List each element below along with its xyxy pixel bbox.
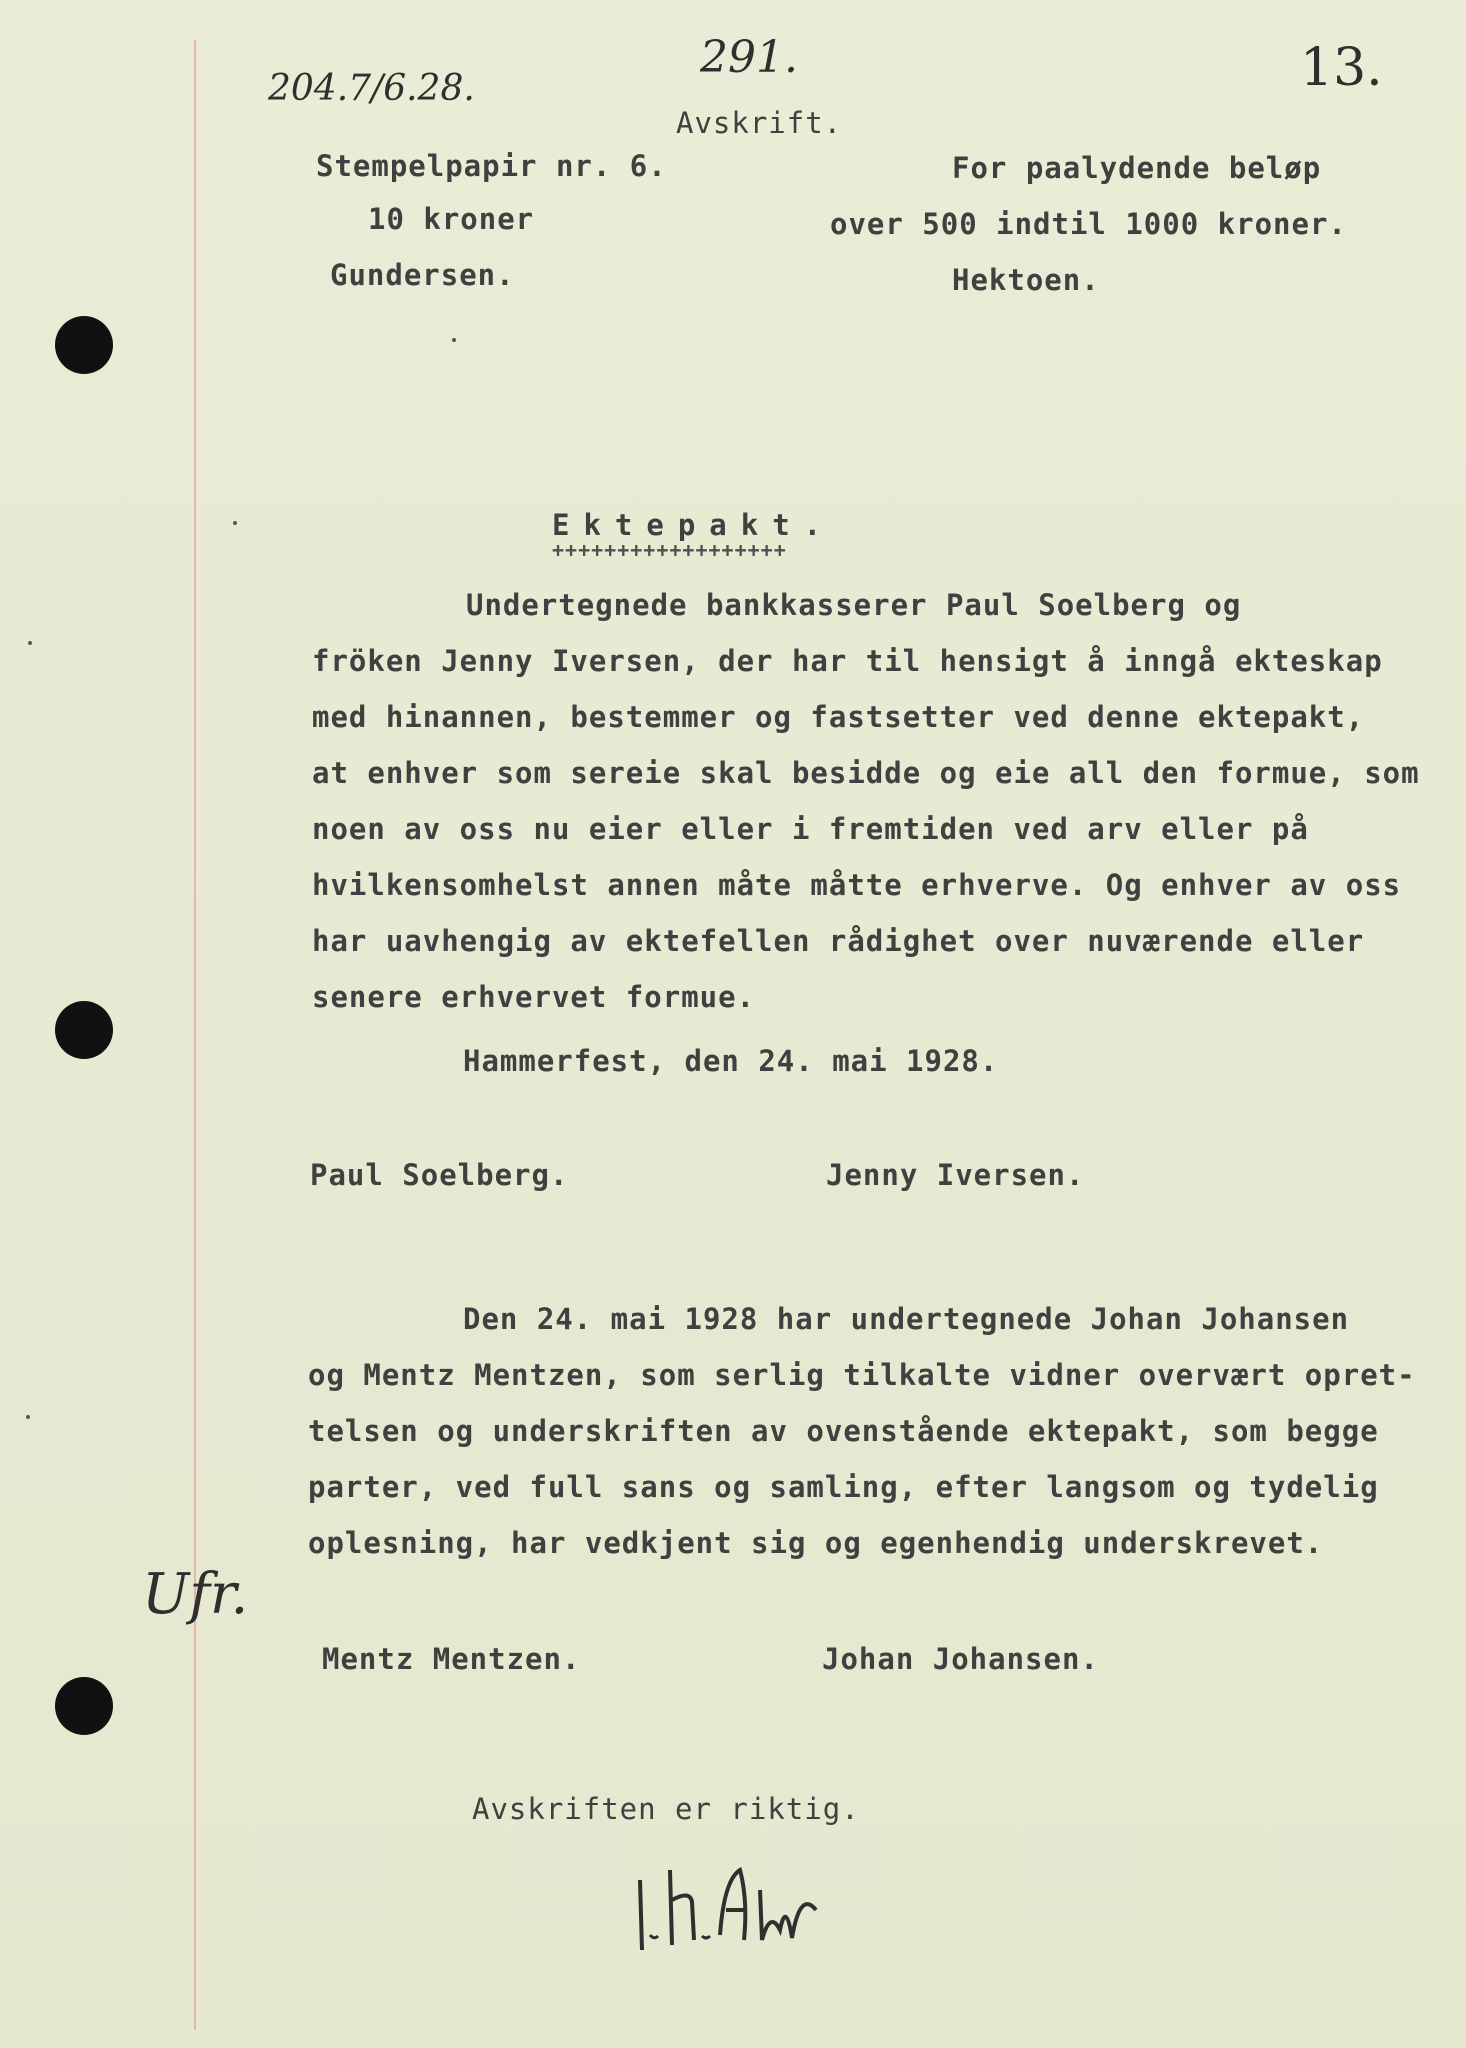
certification-line: Avskriften er riktig.	[472, 1792, 860, 1826]
page-number: 291.	[700, 32, 798, 83]
witness-right: Johan Johansen.	[822, 1642, 1099, 1676]
body-line: Den 24. mai 1928 har undertegnede Johan Johansen	[463, 1302, 1350, 1336]
body-line: parter, ved full sans og samling, efter langsom og tydelig	[308, 1470, 1379, 1504]
folio-number: 13.	[1300, 38, 1383, 98]
body-line: med hinannen, bestemmer og fastsetter ved denne ektepakt,	[312, 700, 1365, 734]
place-date: Hammerfest, den 24. mai 1928.	[463, 1044, 999, 1078]
body-line: har uavhengig av ektefellen rådighet over nuværende eller	[312, 924, 1365, 958]
signatory-right: Jenny Iversen.	[826, 1158, 1085, 1192]
body-line: Undertegnede bankkasserer Paul Soelberg og	[466, 588, 1242, 622]
speck	[28, 641, 32, 645]
doc-label: Avskrift.	[676, 106, 843, 140]
witness-left: Mentz Mentzen.	[322, 1642, 581, 1676]
binder-hole-top	[55, 316, 113, 374]
body-line: og Mentz Mentzen, som serlig tilkalte vidner overvært opret-	[308, 1358, 1416, 1392]
body-line: fröken Jenny Iversen, der har til hensigt å inngå ekteskap	[312, 644, 1383, 678]
body-line: senere erhvervet formue.	[312, 980, 756, 1014]
speck	[26, 1415, 30, 1419]
signatory-left: Paul Soelberg.	[310, 1158, 569, 1192]
body-line: at enhver som sereie skal besidde og eie all den formue, som	[312, 756, 1420, 790]
certifier-signature	[620, 1840, 840, 1960]
stamp-left-line1: Stempelpapir nr. 6.	[316, 149, 667, 183]
document-title: Ektepakt.	[552, 508, 836, 542]
title-underline: ++++++++++++++++++	[552, 538, 787, 562]
certifier-signature-text	[640, 1958, 699, 1972]
body-line: oplesning, har vedkjent sig og egenhendig underskrevet.	[308, 1526, 1324, 1560]
reference-note: 204.7/6.28.	[268, 68, 475, 109]
stamp-right-line1: For paalydende beløp	[952, 151, 1322, 185]
stamp-right-line3: Hektoen.	[952, 263, 1100, 297]
body-line: noen av oss nu eier eller i fremtiden ved arv eller på	[312, 812, 1309, 846]
stamp-left-line2: 10 kroner	[368, 202, 535, 236]
body-line: hvilkensomhelst annen måte måtte erhverve. Og enhver av oss	[312, 868, 1402, 902]
speck	[452, 338, 456, 342]
speck	[233, 521, 237, 525]
binder-hole-middle	[55, 1001, 113, 1059]
margin-note: Ufr.	[142, 1562, 249, 1627]
stamp-right-line2: over 500 indtil 1000 kroner.	[830, 207, 1347, 241]
margin-rule	[194, 40, 196, 2030]
binder-hole-bottom	[55, 1677, 113, 1735]
stamp-left-line3: Gundersen.	[330, 258, 515, 292]
body-line: telsen og underskriften av ovenstående ektepakt, som begge	[308, 1414, 1379, 1448]
